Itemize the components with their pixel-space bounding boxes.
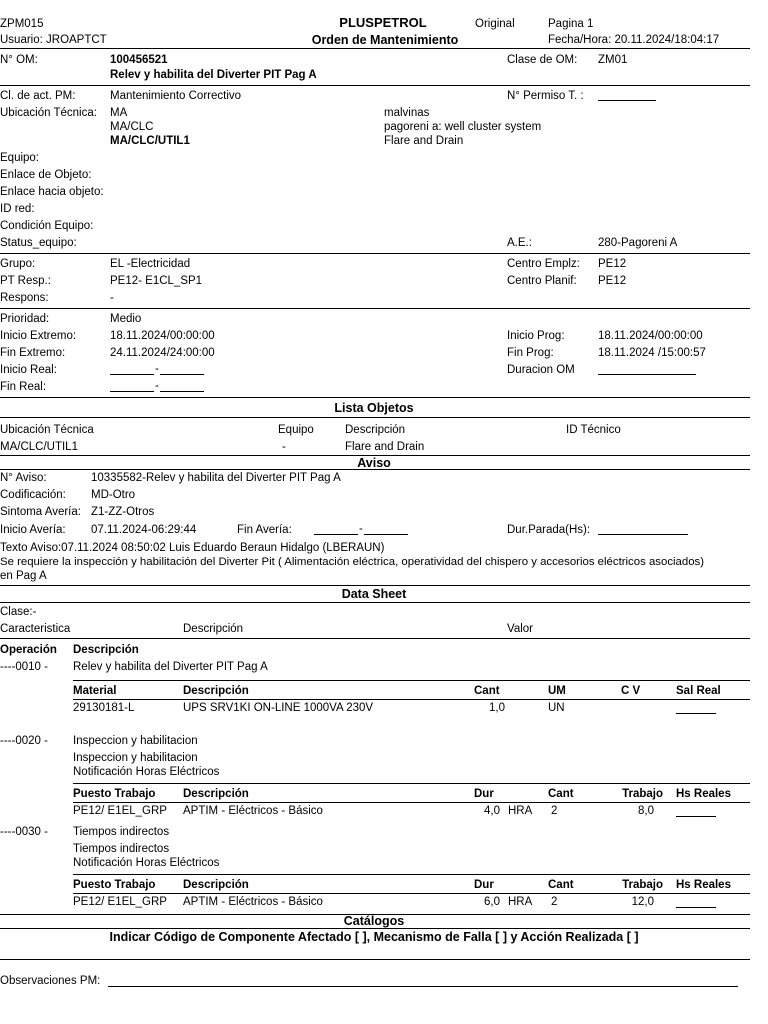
work-quantity: 2 [551, 896, 558, 908]
dash: - [359, 523, 363, 535]
tech-location-name: pagoreni a: well cluster system [384, 121, 542, 133]
material-col-header: Sal Real [676, 685, 721, 697]
divider [73, 680, 750, 681]
objects-col-header: ID Técnico [566, 424, 621, 436]
datasheet-class: Clase:- [0, 606, 37, 618]
divider [73, 893, 750, 894]
tech-location-code: MA [110, 107, 128, 119]
permit-blank [598, 89, 656, 101]
company-name: PLUSPETROL [339, 15, 427, 30]
operation-description: Relev y habilita del Diverter PIT Pag A [73, 661, 268, 673]
operation-number: ----0020 - [0, 735, 48, 747]
duration-label: Duracion OM [507, 364, 575, 376]
group-label: Grupo: [0, 258, 36, 270]
work-description: APTIM - Eléctricos - Básico [183, 896, 323, 908]
dash: - [155, 380, 159, 392]
ae-label: A.E.: [507, 237, 532, 249]
copy-type: Original [475, 18, 515, 30]
scheduled-start-label: Inicio Prog: [507, 330, 565, 342]
om-number: 100456521 [110, 54, 168, 66]
actual-start-label: Inicio Real: [0, 364, 57, 376]
divider [0, 959, 750, 960]
divider [0, 602, 750, 603]
scheduled-end-value: 18.11.2024 /15:00:57 [598, 347, 706, 359]
notice-text-line: en Pag A [0, 570, 47, 582]
responsible-workcenter-label: PT Resp.: [0, 275, 51, 287]
symptom-label: Sintoma Avería: [0, 506, 81, 518]
notice-text-line: Texto Aviso:07.11.2024 08:50:02 Luis Eduardo Beraun Hidalgo (LBERAUN) [0, 542, 385, 554]
objects-cell: - [282, 441, 286, 453]
divider [0, 397, 750, 398]
actual-hours-blank [676, 804, 716, 817]
failure-end-blank [364, 523, 408, 535]
work-description: APTIM - Eléctricos - Básico [183, 805, 323, 817]
actual-hours-blank [676, 895, 716, 908]
observations-label: Observaciones PM: [0, 975, 101, 987]
catalogs-instruction: Indicar Código de Componente Afectado [ ], Mecanismo de Falla [ ] y Acción Realizada [ ] [109, 930, 639, 944]
notice-text-line: Se requiere la inspección y habilitación del Diverter Pit ( Alimentación eléctrica, operatividad del chispero y accesorios eléctricos asociados) [0, 556, 705, 568]
object-link-label: Enlace de Objeto: [0, 169, 92, 181]
responsible-value: - [110, 292, 114, 304]
actual-end-label: Fin Real: [0, 381, 47, 393]
work-duration-unit: HRA [508, 805, 533, 817]
divider [0, 638, 750, 639]
location-center-value: PE12 [598, 258, 627, 270]
tech-location-label: Ubicación Técnica: [0, 107, 97, 119]
labor-col-header: Dur [474, 879, 494, 891]
labor-col-header: Trabajo [622, 788, 663, 800]
divider [73, 802, 750, 803]
permit-label: N° Permiso T. : [507, 90, 584, 102]
objects-cell: MA/CLC/UTIL1 [0, 441, 78, 453]
page-number: Pagina 1 [548, 18, 594, 30]
tech-location-code: MA/CLC/UTIL1 [110, 135, 190, 147]
datasheet-col-header: Descripción [183, 623, 244, 635]
document-title: Orden de Mantenimiento [311, 33, 459, 47]
actual-start-blank [110, 363, 154, 375]
om-class-value: ZM01 [598, 54, 628, 66]
divider [73, 699, 750, 700]
material-col-header: C V [621, 685, 641, 697]
operation-text-line: Notificación Horas Eléctricos [73, 766, 220, 778]
notice-number-label: N° Aviso: [0, 472, 47, 484]
planning-center-label: Centro Planif: [507, 275, 577, 287]
operation-description: Tiempos indirectos [73, 826, 170, 838]
material-description: UPS SRV1KI ON-LINE 1000VA 230V [183, 702, 374, 714]
labor-col-header: Puesto Trabajo [73, 879, 156, 891]
operation-number: ----0010 - [0, 661, 48, 673]
failure-end-blank [314, 523, 358, 535]
om-title: Relev y habilita del Diverter PIT Pag A [110, 69, 317, 81]
work-duration: 6,0 [484, 896, 500, 908]
priority-value: Medio [110, 313, 142, 325]
observations-field[interactable] [108, 974, 738, 987]
activity-class-value: Mantenimiento Correctivo [110, 90, 242, 102]
activity-class-label: Cl. de act. PM: [0, 90, 76, 102]
objects-col-header: Equipo [278, 424, 314, 436]
operations-col-header: Operación [0, 644, 57, 656]
divider [73, 874, 750, 875]
link-to-object-label: Enlace hacia objeto: [0, 186, 104, 198]
divider [0, 585, 750, 586]
labor-col-header: Dur [474, 788, 494, 800]
material-col-header: Cant [474, 685, 500, 697]
objects-col-header: Descripción [345, 424, 406, 436]
extreme-start-label: Inicio Extremo: [0, 330, 77, 342]
divider [73, 783, 750, 784]
labor-col-header: Hs Reales [676, 788, 731, 800]
coding-label: Codificación: [0, 489, 66, 501]
duration-blank [598, 363, 696, 375]
downtime-label: Dur.Parada(Hs): [507, 524, 591, 536]
operation-description: Inspeccion y habilitacion [73, 735, 198, 747]
responsible-workcenter-value: PE12- E1CL_SP1 [110, 275, 203, 287]
material-col-header: Material [73, 685, 117, 697]
work-center: PE12/ E1EL_GRP [73, 896, 167, 908]
operation-text-line: Tiempos indirectos [73, 843, 170, 855]
print-datetime: Fecha/Hora: 20.11.2024/18:04:17 [548, 34, 720, 46]
divider [0, 253, 750, 254]
operations-col-header: Descripción [73, 644, 139, 656]
objects-cell: Flare and Drain [345, 441, 425, 453]
scheduled-start-value: 18.11.2024/00:00:00 [598, 330, 703, 342]
coding-value: MD-Otro [91, 489, 136, 501]
work-duration-unit: HRA [508, 896, 533, 908]
objects-section-title: Lista Objetos [334, 401, 414, 415]
actual-end-blank [160, 380, 204, 392]
extreme-end-label: Fin Extremo: [0, 347, 66, 359]
tech-location-name: malvinas [384, 107, 430, 119]
work-center: PE12/ E1EL_GRP [73, 805, 167, 817]
catalogs-section-title: Catálogos [343, 914, 405, 928]
ae-value: 280-Pagoreni A [598, 237, 678, 249]
report-code: ZPM015 [0, 18, 44, 30]
failure-start-label: Inicio Avería: [0, 524, 66, 536]
dash: - [155, 363, 159, 375]
work-amount: 8,0 [638, 805, 654, 817]
tech-location-code: MA/CLC [110, 121, 154, 133]
extreme-start-value: 18.11.2024/00:00:00 [110, 330, 215, 342]
divider [0, 417, 750, 418]
user-label: Usuario: JROAPTCT [0, 34, 107, 46]
labor-col-header: Puesto Trabajo [73, 788, 156, 800]
group-value: EL -Electricidad [110, 258, 191, 270]
tech-location-name: Flare and Drain [384, 135, 464, 147]
material-code: 29130181-L [73, 702, 135, 714]
material-col-header: Descripción [183, 685, 249, 697]
labor-col-header: Descripción [183, 879, 249, 891]
labor-col-header: Hs Reales [676, 879, 731, 891]
equipment-label: Equipo: [0, 152, 40, 164]
location-center-label: Centro Emplz: [507, 258, 580, 270]
notice-number-value: 10335582-Relev y habilita del Diverter PIT Pag A [91, 472, 341, 484]
work-duration: 4,0 [484, 805, 500, 817]
notice-section-title: Aviso [357, 456, 391, 470]
labor-col-header: Cant [548, 879, 574, 891]
divider [0, 85, 750, 86]
divider [0, 308, 750, 309]
responsible-label: Respons: [0, 292, 49, 304]
datasheet-col-header: Valor [507, 623, 533, 635]
operation-text-line: Notificación Horas Eléctricos [73, 857, 220, 869]
labor-col-header: Trabajo [622, 879, 663, 891]
divider [0, 928, 750, 929]
equipment-condition-label: Condición Equipo: [0, 220, 94, 232]
scheduled-end-label: Fin Prog: [507, 347, 554, 359]
datasheet-col-header: Caracteristica [0, 623, 71, 635]
divider [0, 469, 750, 470]
symptom-value: Z1-ZZ-Otros [91, 506, 155, 518]
datasheet-section-title: Data Sheet [341, 587, 407, 601]
planning-center-value: PE12 [598, 275, 627, 287]
material-quantity: 1,0 [489, 702, 505, 714]
network-id-label: ID red: [0, 203, 35, 215]
material-unit: UN [548, 702, 565, 714]
actual-end-blank [110, 380, 154, 392]
priority-label: Prioridad: [0, 313, 50, 325]
operation-text-line: Inspeccion y habilitacion [73, 752, 198, 764]
work-quantity: 2 [551, 805, 558, 817]
operation-number: ----0030 - [0, 826, 48, 838]
downtime-blank [598, 523, 688, 535]
equipment-status-label: Status_equipo: [0, 237, 77, 249]
om-class-label: Clase de OM: [507, 54, 578, 66]
failure-start-value: 07.11.2024-06:29:44 [91, 524, 197, 536]
extreme-end-value: 24.11.2024/24:00:00 [110, 347, 215, 359]
labor-col-header: Cant [548, 788, 574, 800]
actual-output-blank [676, 701, 716, 714]
material-col-header: UM [548, 685, 566, 697]
failure-end-label: Fin Avería: [237, 524, 292, 536]
om-label: N° OM: [0, 54, 38, 66]
divider [0, 48, 750, 49]
objects-col-header: Ubicación Técnica [0, 424, 94, 436]
actual-start-blank [160, 363, 204, 375]
work-amount: 12,0 [631, 896, 654, 908]
labor-col-header: Descripción [183, 788, 249, 800]
